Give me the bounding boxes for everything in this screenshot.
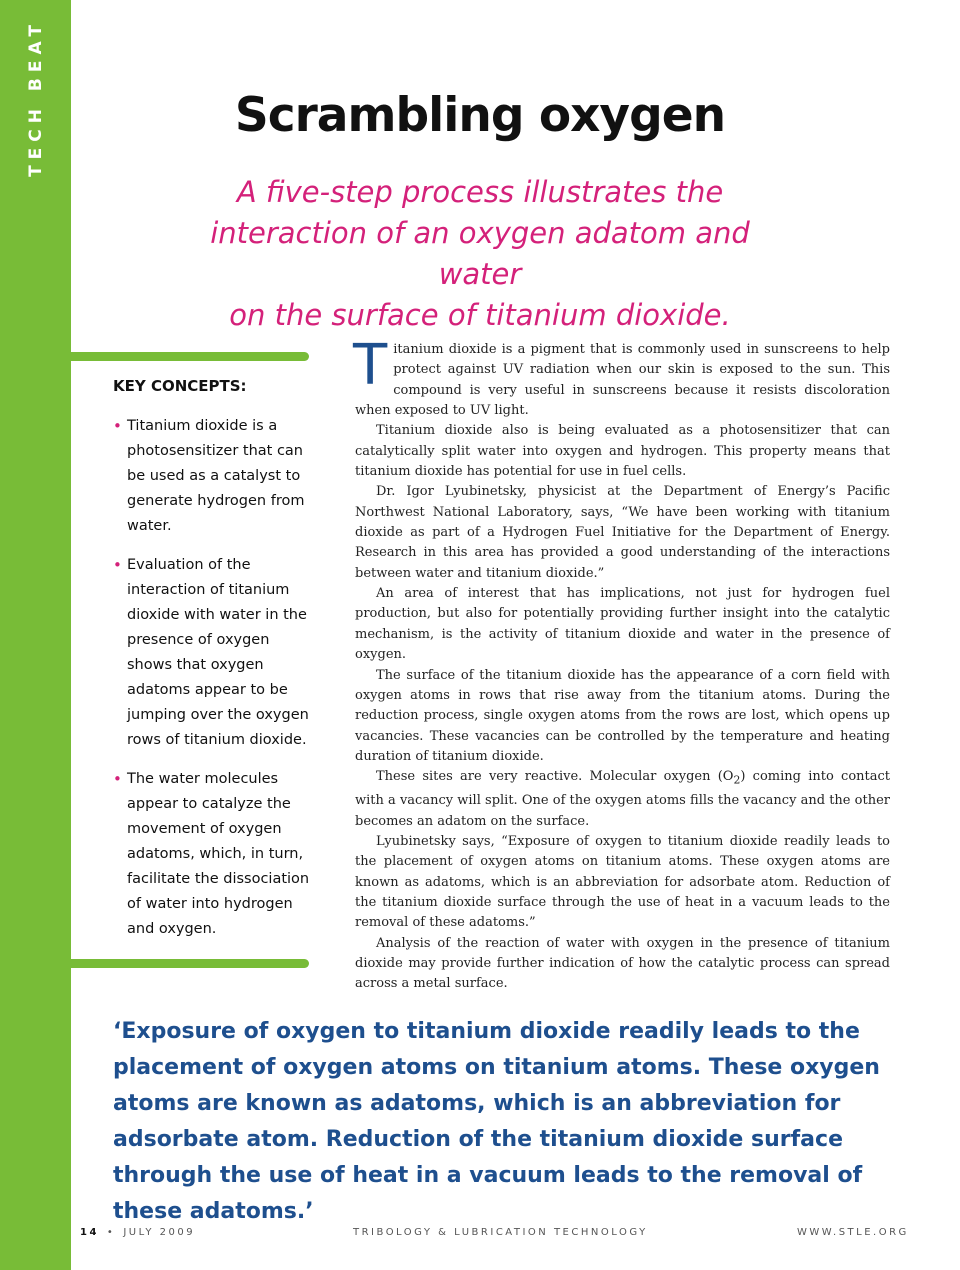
- footer-separator: •: [106, 1227, 116, 1238]
- article-paragraph: Dr. Igor Lyubinetsky, physicist at the Department of Energy’s Pacific Northwest National Laboratory, says, “We have been working with titanium dioxide as part of a Hydrogen Fuel Initiative for the Department of Energy. Research in this area has provided a good understanding of the interactions between water and titanium dioxide.”: [355, 484, 890, 581]
- key-concepts-heading: KEY CONCEPTS:: [113, 377, 247, 395]
- article-body: [353, 333, 891, 995]
- pull-quote: ‘Exposure of oxygen to titanium dioxide readily leads to the placement of oxygen atoms on titanium atoms. These oxygen atoms are known as adatoms, which is an abbreviation for adsorbate atom. Reduction of the titanium dioxide surface through the use of heat in a vacuum leads to the removal of these adatoms.’: [113, 1019, 880, 1224]
- bullet-icon: •: [113, 770, 122, 788]
- key-concept-text: The water molecules appear to catalyze the movement of oxygen adatoms, which, in turn, facilitate the dissociation of water into hydrogen and oxygen.: [127, 771, 310, 937]
- key-concepts-list: [113, 414, 313, 956]
- issue-date: JULY 2009: [123, 1227, 196, 1238]
- subscript: 2: [733, 773, 741, 787]
- subtitle-line: interaction of an oxygen adatom and water: [210, 216, 750, 291]
- article-title: Scrambling oxygen: [234, 88, 726, 143]
- article-paragraph: [355, 767, 890, 832]
- article-subtitle: [185, 172, 775, 336]
- key-concept-text: Titanium dioxide is a photosensitizer that can be used as a catalyst to generate hydrogen from water.: [127, 418, 305, 534]
- section-tag: TECH BEAT: [26, 19, 46, 177]
- key-concepts-bottom-rule: [71, 959, 309, 968]
- key-concept-text: Evaluation of the interaction of titanium dioxide with water in the presence of oxygen shows that oxygen adatoms appear to be jumping over the oxygen rows of titanium dioxide.: [127, 557, 309, 748]
- key-concept-item: [113, 414, 313, 539]
- key-concept-item: [113, 767, 313, 942]
- paragraph-text: ) coming into contact with a vacancy will split. One of the oxygen atoms fills the vacancy and the other becomes an adatom on the surface.: [355, 769, 891, 829]
- page-number: 14: [80, 1227, 99, 1238]
- article-paragraph: An area of interest that has implications, not just for hydrogen fuel production, but also for potentially providing further insight into the catalytic mechanism, is the activity of titanium dioxide and water in the presence of oxygen.: [355, 586, 890, 663]
- bullet-icon: •: [113, 556, 122, 574]
- subtitle-line: on the surface of titanium dioxide.: [229, 298, 731, 332]
- bullet-icon: •: [113, 417, 122, 435]
- publication-name: TRIBOLOGY & LUBRICATION TECHNOLOGY: [353, 1227, 648, 1238]
- article-paragraph: Analysis of the reaction of water with oxygen in the presence of titanium dioxide may provide further indication of how the catalytic process can spread across a metal surface.: [355, 935, 890, 992]
- paragraph-text: These sites are very reactive. Molecular oxygen (O: [376, 769, 734, 785]
- paragraph-text: itanium dioxide is a pigment that is commonly used in sunscreens to help protect against UV radiation when our skin is exposed to the sun. This compound is very useful in sunscreens because it resists discoloration when exposed to UV light.: [355, 342, 890, 419]
- website-link[interactable]: WWW.STLE.ORG: [797, 1227, 909, 1238]
- key-concept-item: [113, 553, 313, 753]
- footer-folio: [80, 1227, 195, 1238]
- article-paragraph: Titanium dioxide also is being evaluated as a photosensitizer that can catalytically split water into oxygen and hydrogen. This property means that titanium dioxide has potential for use in fuel cells.: [355, 423, 890, 480]
- article-paragraph: Lyubinetsky says, “Exposure of oxygen to titanium dioxide readily leads to the placement of oxygen atoms on titanium atoms. These oxygen atoms are known as adatoms, which is an abbreviation for adsorbate atom. Reduction of the titanium dioxide surface through the use of heat in a vacuum leads to the removal of these adatoms.”: [355, 833, 890, 931]
- article-paragraph: [353, 333, 890, 421]
- drop-cap: T: [353, 333, 388, 398]
- key-concepts-top-rule: [71, 352, 309, 361]
- side-color-bar: [0, 0, 71, 1270]
- subtitle-line: A five-step process illustrates the: [236, 175, 724, 209]
- article-paragraph: The surface of the titanium dioxide has the appearance of a corn field with oxygen atoms in rows that rise away from the titanium atoms. During the reduction process, single oxygen atoms from the rows are lost, which opens up vacancies. These vacancies can be controlled by the temperature and heating duration of titanium dioxide.: [355, 667, 890, 764]
